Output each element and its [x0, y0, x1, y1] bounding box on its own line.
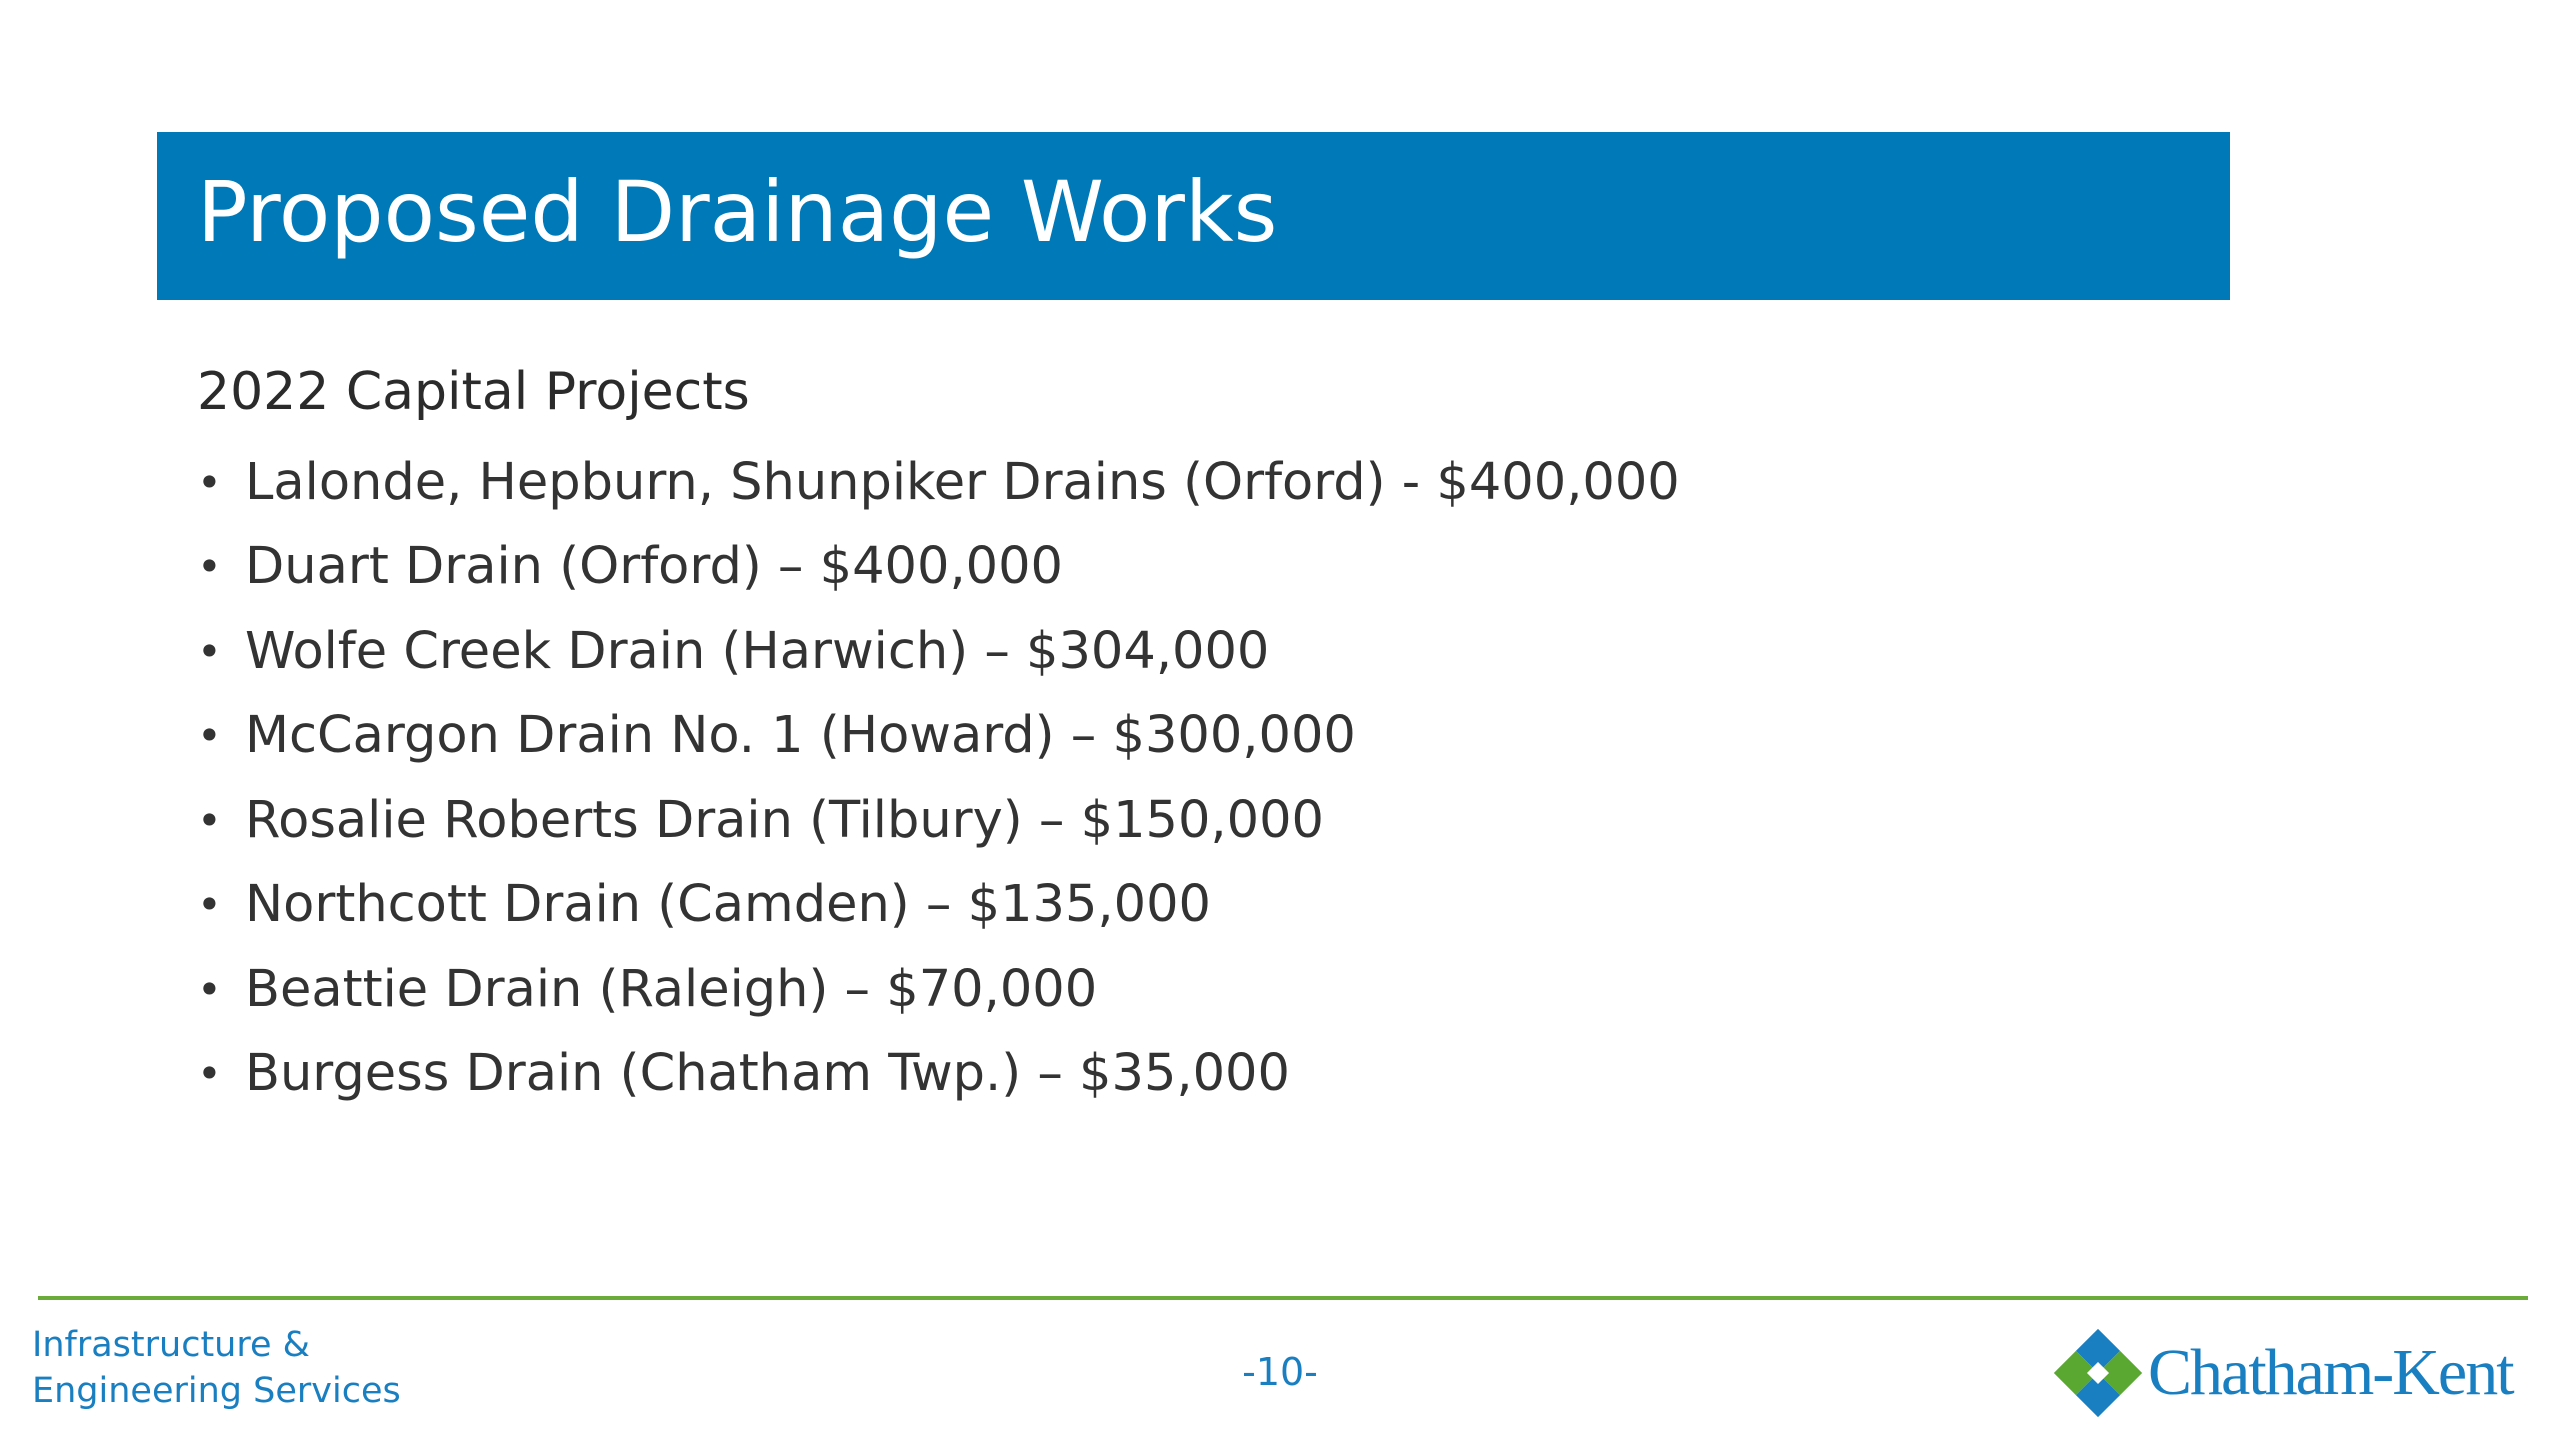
slide-content: [197, 355, 2097, 1116]
list-item: [197, 525, 2097, 610]
bullet-icon: •: [197, 795, 222, 845]
list-item: [197, 947, 2097, 1032]
bullet-icon: •: [197, 626, 222, 676]
department-line-2: Engineering Services: [32, 1371, 401, 1411]
department-line-1: Infrastructure &: [32, 1325, 310, 1365]
list-item: [197, 778, 2097, 863]
project-list: [197, 440, 2097, 1116]
list-item-text: Northcott Drain (Camden) – $135,000: [245, 875, 1211, 935]
list-item: [197, 1032, 2097, 1117]
bullet-icon: •: [197, 542, 222, 592]
bullet-icon: •: [197, 1049, 222, 1099]
list-item: [197, 694, 2097, 779]
list-item: [197, 609, 2097, 694]
bullet-icon: •: [197, 880, 222, 930]
chatham-kent-diamond-icon: [2052, 1327, 2144, 1419]
list-item-text: Lalonde, Hepburn, Shunpiker Drains (Orford) - $400,000: [245, 452, 1680, 512]
bullet-icon: •: [197, 711, 222, 761]
list-item-text: Burgess Drain (Chatham Twp.) – $35,000: [245, 1044, 1290, 1104]
list-item-text: Duart Drain (Orford) – $400,000: [245, 537, 1063, 597]
department-name: [32, 1322, 401, 1414]
list-item: [197, 863, 2097, 948]
page-number: -10-: [1242, 1350, 1318, 1394]
footer-divider: [38, 1296, 2528, 1300]
section-heading: 2022 Capital Projects: [197, 362, 750, 422]
slide-title: Proposed Drainage Works: [197, 163, 1278, 261]
chatham-kent-logo: [2052, 1328, 2522, 1418]
logo-wordmark: Chatham-Kent: [2148, 1336, 2513, 1409]
list-item-text: Wolfe Creek Drain (Harwich) – $304,000: [245, 621, 1270, 681]
title-bar: [157, 132, 2230, 300]
list-item-text: Beattie Drain (Raleigh) – $70,000: [245, 959, 1098, 1019]
list-item: [197, 440, 2097, 525]
list-item-text: Rosalie Roberts Drain (Tilbury) – $150,000: [245, 790, 1324, 850]
bullet-icon: •: [197, 457, 222, 507]
bullet-icon: •: [197, 964, 222, 1014]
list-item-text: McCargon Drain No. 1 (Howard) – $300,000: [245, 706, 1356, 766]
